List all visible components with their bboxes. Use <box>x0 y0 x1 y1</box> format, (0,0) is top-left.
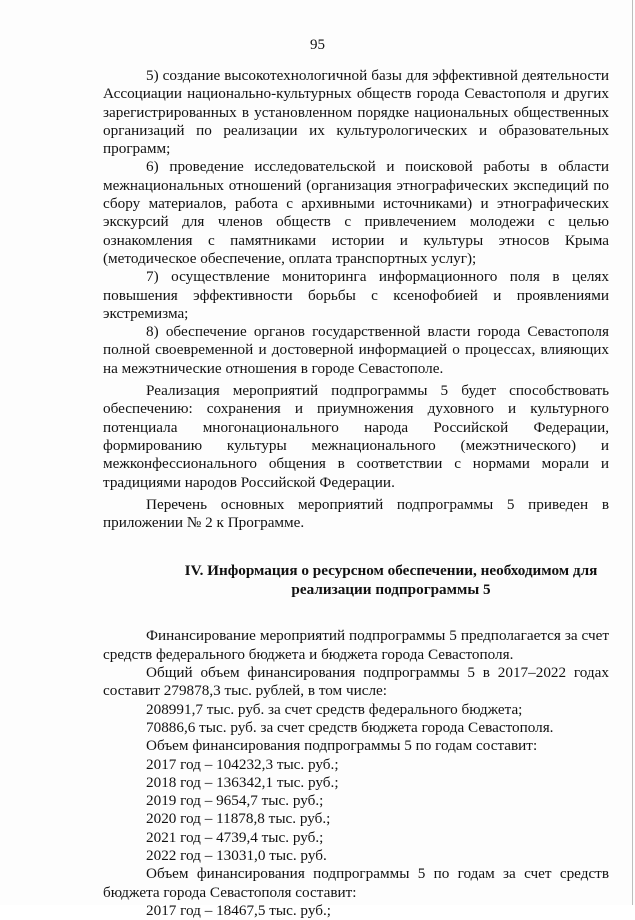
section-heading: IV. Информация о ресурсном обеспечении, необходимом для реализации подпрограммы 5 <box>184 562 598 598</box>
year-line: 2021 год – 4739,4 тыс. руб.; <box>146 828 324 846</box>
city-budget-intro: Объем финансирования подпрограммы 5 по годам за счет средств бюджета города Севастополя составит: <box>103 865 609 901</box>
page-number: 95 <box>310 37 325 53</box>
scan-edge-line <box>632 0 633 905</box>
year-line: 2019 год – 9654,7 тыс. руб.; <box>146 792 324 810</box>
document-body <box>103 67 609 920</box>
implementation-paragraph: Реализация мероприятий подпрограммы 5 будет способствовать обеспечению: сохранения и приумножения духовного и культурного потенциала многонационального народа Российской Федерации, формированию культуры межнационального (межэтнического) и межконфессионального общения в соответствии с нормами морали и традициями народов Российской Федерации. <box>103 382 609 491</box>
year-line: 2020 год – 11878,8 тыс. руб.; <box>146 810 331 828</box>
list-item-8: 8) обеспечение органов государственной власти города Севастополя полной своевременной и достоверной информацией о процессах, влияющих на межэтнические отношения в городе Севастополе. <box>103 323 609 377</box>
source-city: 70886,6 тыс. руб. за счет средств бюджета города Севастополя. <box>146 718 554 736</box>
activities-list-paragraph: Перечень основных мероприятий подпрограммы 5 приведен в приложении № 2 к Программе. <box>103 495 609 532</box>
year-line: 2018 год – 136342,1 тыс. руб.; <box>146 773 339 791</box>
year-line: 2017 год – 104232,3 тыс. руб.; <box>146 755 339 773</box>
source-federal: 208991,7 тыс. руб. за счет средств федерального бюджета; <box>146 700 523 718</box>
city-year-line: 2017 год – 18467,5 тыс. руб.; <box>146 901 331 919</box>
by-year-intro: Объем финансирования подпрограммы 5 по годам составит: <box>146 737 538 755</box>
list-item-7: 7) осуществление мониторинга информационного поля в целях повышения эффективности борьбы с ксенофобией и проявлениями экстремизма; <box>103 268 609 322</box>
list-item-5: 5) создание высокотехнологичной базы для эффективной деятельности Ассоциации национально-культурных обществ города Севастополя и других зарегистрированных в установленном порядке национальных общественных организаций по реализации их культурологических и образовательных программ; <box>103 67 609 158</box>
spacer <box>103 599 609 627</box>
financing-intro: Финансирование мероприятий подпрограммы 5 предполагается за счет средств федерального бюджета и бюджета города Севастополя. <box>103 627 609 663</box>
total-volume: Общий объем финансирования подпрограммы 5 в 2017–2022 годах составит 279878,3 тыс. рублей, в том числе: <box>103 664 609 700</box>
list-item-6: 6) проведение исследовательской и поисковой работы в области межнациональных отношений (организация этнографических экспедиций по сбору материалов, работа с архивными источниками) и этнографических экскурсий для членов обществ с привлечением молодежи с целью ознакомления с памятниками истории и культуры этносов Крыма (методическое обеспечение, оплата транспортных услуг); <box>103 158 609 267</box>
year-line: 2022 год – 13031,0 тыс. руб. <box>146 846 327 864</box>
